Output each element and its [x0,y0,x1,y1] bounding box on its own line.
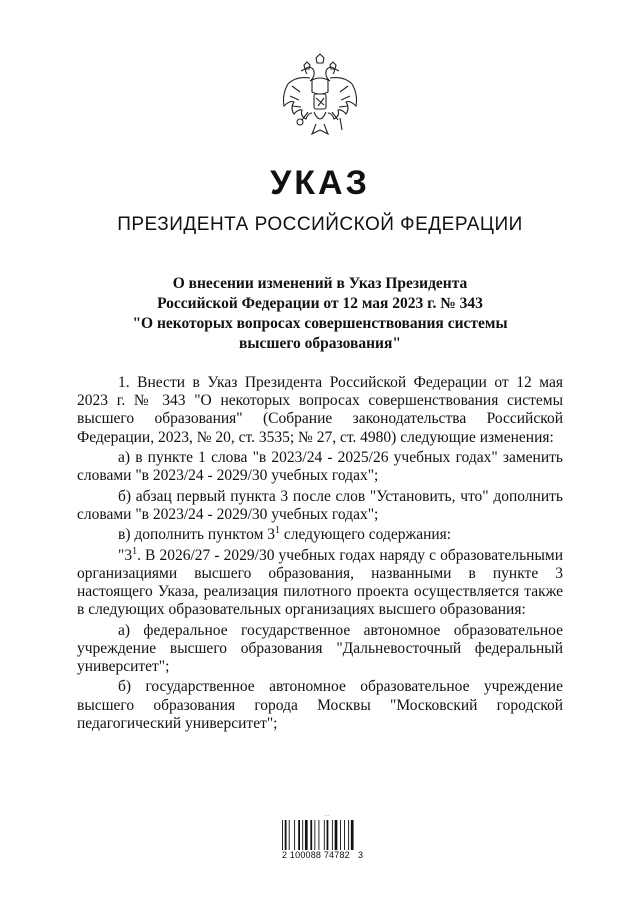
decree-title-line: высшего образования" [239,335,401,352]
paragraph-new-point-3-1: "$3^1$. В 2026/27 - 2029/30 учебных годах наряду с образовательными организациями высшего образования, названными в пункте 3 настоящего Указа, реализация пилотного проекта осуществляется также в следующих образовательных организациях высшего образования: [77,545,563,619]
decree-title-line: О внесении изменений в Указ Президента [172,275,468,292]
paragraph-subitem-a: а) в пункте 1 слова "в 2023/24 - 2025/26 учебных годах" заменить словами "в 2023/24 - 2029/30 учебных годах"; [77,449,563,485]
barcode-bars-icon [282,820,370,850]
barcode-number: 2 100088 74782 3 [282,850,364,860]
document-type-title: УКАЗ [270,164,370,202]
paragraph-item-1: 1. Внести в Указ Президента Российской Федерации от 12 мая 2023 г. № 343 "О некоторых вопросах совершенствования системы высшего образования" (Собрание законодательства Российской Федерации, 2023, № 20, ст. 3535; № 27, ст. 4980) следующие изменения: [77,374,563,446]
paragraph-list-a: а) федеральное государственное автономное образовательное учреждение высшего образования "Дальневосточный федеральный университет"; [77,621,563,675]
decree-title-line: "О некоторых вопросах совершенствования системы [132,315,508,332]
paragraph-subitem-b: б) абзац первый пункта 3 после слов "Установить, что" дополнить словами "в 2023/24 - 2029/30 учебных годах"; [77,487,563,523]
coat-of-arms-icon [280,52,360,142]
decree-title [100,274,540,354]
issuer-subtitle: ПРЕЗИДЕНТА РОССИЙСКОЙ ФЕДЕРАЦИИ [117,214,523,235]
barcode [282,812,370,860]
decree-body [77,374,563,733]
decree-title-line: Российской Федерации от 12 мая 2023 г. № 343 [157,295,483,312]
barcode-caption: ... [324,812,330,818]
paragraph-subitem-v: в) дополнить пунктом $3^1$ следующего содержания: [118,525,452,544]
paragraph-list-b: б) государственное автономное образовательное учреждение высшего образования города Москвы "Московский городской педагогический университет"; [77,678,563,732]
